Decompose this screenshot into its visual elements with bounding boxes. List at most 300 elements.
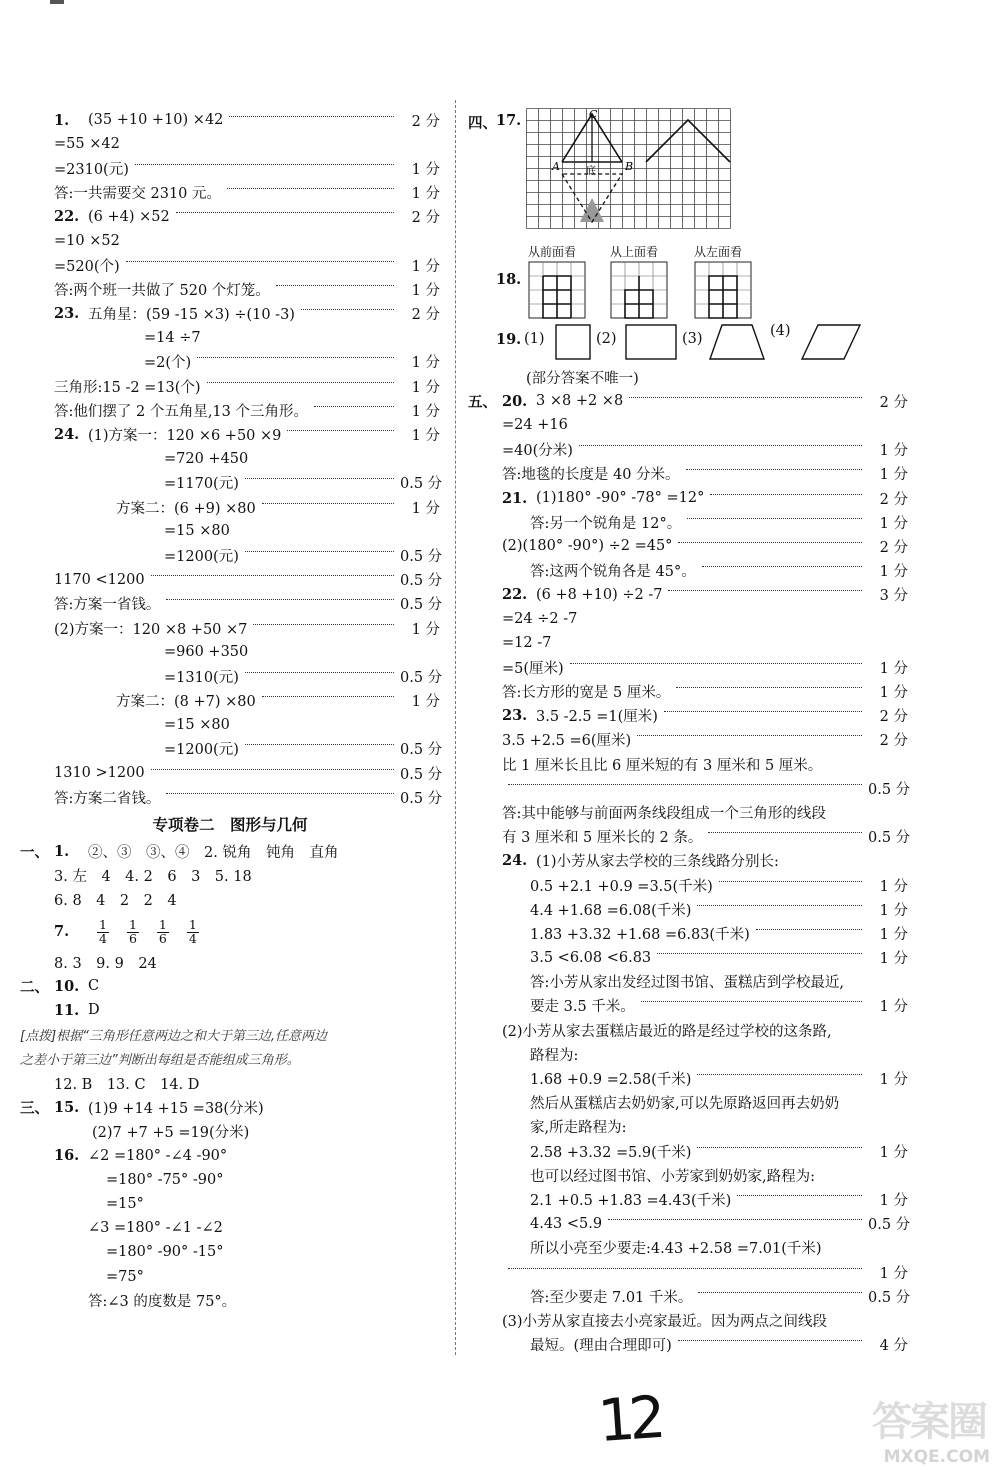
answer-text: =2310(元) — [54, 161, 129, 178]
answer-text: (1)方案一：120 ×6 +50 ×9 — [88, 428, 282, 445]
question-number: 1. — [54, 111, 70, 129]
answer-text: 有 3 厘米和 5 厘米长的 2 条。 — [502, 830, 703, 847]
score: 1 分 — [879, 1072, 908, 1089]
leader-dots — [570, 663, 862, 664]
answer-text: 答:地毯的长度是 40 分米。 — [502, 467, 680, 484]
answer-text: 答:两个班一共做了 520 个灯笼。 — [54, 282, 270, 299]
top-view-grid — [610, 261, 670, 319]
answer-line — [468, 1260, 908, 1284]
score: 4 分 — [879, 1338, 908, 1355]
view-label-front: 从前面看 — [528, 245, 577, 259]
answer-text: 4.4 +1.68 =6.08(千米) — [530, 902, 692, 919]
answer-text: =15 ×80 — [164, 716, 230, 733]
leader-dots — [245, 672, 394, 673]
shaded-triangle — [580, 198, 604, 222]
score: 1 分 — [879, 1192, 908, 1209]
answer-text: 答:方案二省钱。 — [54, 790, 161, 807]
leader-dots — [301, 309, 394, 310]
answer-text: 答:一共需要交 2310 元。 — [54, 186, 222, 203]
answer-text: =180° -75° -90° — [106, 1171, 224, 1188]
answer-text: 4.43 <5.9 — [530, 1215, 603, 1232]
score: 1 分 — [411, 500, 440, 517]
question-number: 24. — [54, 426, 80, 444]
leader-dots — [245, 744, 394, 745]
answer-line — [20, 1264, 440, 1288]
score: 2 分 — [879, 394, 908, 411]
score: 1 分 — [411, 355, 440, 372]
leader-dots — [229, 116, 394, 117]
answer-line — [20, 761, 443, 785]
leader-dots — [756, 929, 862, 930]
answer-text: =75° — [106, 1268, 144, 1285]
leader-dots — [245, 551, 394, 552]
answer-line — [20, 1095, 440, 1119]
score: 1 分 — [879, 660, 908, 677]
answer-line — [468, 413, 908, 437]
answer-line — [20, 785, 443, 809]
question-number: 22. — [54, 208, 80, 226]
answer-line — [20, 640, 440, 664]
answer-line — [20, 156, 440, 180]
score: 2 分 — [879, 491, 908, 508]
answer-line — [468, 607, 908, 631]
answer-text: (6 +8 +10) ÷2 -7 — [536, 586, 663, 603]
answer-line — [20, 253, 440, 277]
leader-dots — [608, 1219, 862, 1220]
answer-line — [468, 559, 908, 583]
leader-dots — [579, 445, 862, 446]
section-label: 一、 — [20, 844, 49, 862]
answer-text: 1170 <1200 — [54, 571, 145, 588]
answer-line — [20, 277, 440, 301]
rectangle-shape — [624, 323, 680, 363]
answer-text: 2.58 +3.32 =5.9(千米) — [530, 1144, 692, 1161]
answer-text: =1170(元) — [164, 476, 239, 493]
answer-line — [20, 422, 440, 446]
answer-text: =55 ×42 — [54, 136, 120, 153]
answer-text: 1310 >1200 — [54, 765, 145, 782]
square-shape — [554, 323, 594, 363]
answer-text: ∠3 =180° -∠1 -∠2 — [88, 1220, 223, 1237]
leader-dots — [262, 503, 394, 504]
leader-dots — [197, 357, 394, 358]
score: 2 分 — [411, 307, 440, 324]
score: 2 分 — [411, 210, 440, 227]
question-number: 23. — [54, 305, 80, 323]
section-label: 二、 — [20, 978, 49, 996]
leader-dots — [126, 261, 394, 262]
leader-dots — [629, 397, 862, 398]
answer-line — [468, 534, 908, 558]
shape-label-2: (2) — [596, 331, 617, 347]
numerator: 1 — [158, 917, 167, 932]
answer-line — [468, 921, 908, 945]
leader-dots — [697, 1074, 862, 1075]
leader-dots — [668, 590, 862, 591]
denominator: 4 — [99, 930, 107, 946]
leader-dots — [678, 1340, 862, 1341]
section-label: 五、 — [468, 393, 497, 411]
answer-text: 要走 3.5 千米。 — [530, 999, 635, 1016]
score: 0.5 分 — [400, 742, 443, 759]
leader-dots — [737, 1195, 862, 1196]
watermark-text: 答案圈 — [872, 1399, 986, 1445]
hint-box — [20, 1023, 440, 1071]
leader-dots — [719, 881, 862, 882]
leader-dots — [657, 953, 862, 954]
score: 0.5 分 — [868, 781, 911, 798]
q17-row — [468, 108, 908, 241]
answer-line — [468, 1187, 908, 1211]
leader-dots — [676, 687, 862, 688]
score: 1 分 — [411, 282, 440, 299]
fraction — [97, 919, 109, 945]
answer-text: 答:小芳从家出发经过图书馆、蛋糕店到学校最近, — [530, 975, 844, 992]
leader-dots — [664, 711, 862, 712]
leader-dots — [176, 212, 394, 213]
label-c: C — [589, 108, 598, 121]
answer-text: =24 ÷2 -7 — [502, 610, 578, 627]
answer-text: 3.5 <6.08 <6.83 — [530, 949, 652, 966]
answer-line — [20, 998, 440, 1022]
answer-line — [468, 1308, 908, 1332]
answer-text: (1)9 +14 +15 =38(分米) — [88, 1100, 264, 1117]
answer-line — [20, 616, 440, 640]
score: 1 分 — [411, 428, 440, 445]
answer-line — [468, 679, 908, 703]
answer-text: 6. 8 4 2 2 4 — [54, 893, 177, 910]
question-number: 16. — [54, 1147, 80, 1165]
label-base: 底 — [586, 166, 596, 177]
answer-line — [20, 568, 443, 592]
answer-line — [468, 1066, 908, 1090]
answer-line — [20, 326, 440, 350]
leader-dots — [227, 188, 394, 189]
answer-line — [468, 631, 908, 655]
answer-text: (2)小芳从家去蛋糕店最近的路是经过学校的这条路, — [502, 1023, 832, 1040]
answer-line — [20, 592, 443, 616]
leader-dots — [151, 575, 394, 576]
answer-text: 3. 左 4 4. 2 6 3 5. 18 — [54, 869, 252, 886]
question-number: 22. — [502, 586, 528, 604]
fraction — [157, 919, 169, 945]
score: 0.5 分 — [400, 548, 443, 565]
answer-line — [468, 389, 908, 413]
answer-text: (6 +4) ×52 — [88, 208, 170, 225]
answer-line — [20, 519, 440, 543]
page-number: 12 — [595, 1382, 663, 1456]
answer-text: (3)小芳从家直接去小亮家最近。因为两点之间线段 — [502, 1313, 828, 1330]
answer-line — [468, 1284, 911, 1308]
answer-text: =960 +350 — [164, 644, 249, 661]
answer-text: C — [88, 978, 100, 995]
answer-line — [468, 1333, 908, 1357]
right-column — [468, 108, 911, 1357]
label-b: B — [625, 160, 634, 173]
score: 1 分 — [879, 999, 908, 1016]
score: 1 分 — [411, 621, 440, 638]
shape-label-3: (3) — [682, 331, 703, 347]
answer-line — [20, 1216, 440, 1240]
question-number: 18. — [496, 271, 522, 288]
score: 0.5 分 — [400, 766, 443, 783]
score: 1 分 — [879, 443, 908, 460]
answer-text: 所以小亮至少要走:4.43 +2.58 =7.01(千米) — [530, 1241, 822, 1258]
answers-part-1 — [20, 108, 443, 809]
answer-line — [20, 398, 440, 422]
answer-text: =15 ×80 — [164, 523, 230, 540]
answer-text: 路程为: — [530, 1047, 579, 1064]
score: 1 分 — [879, 564, 908, 581]
answer-line — [20, 888, 440, 912]
denominator: 6 — [128, 930, 137, 946]
q7-fractions — [88, 917, 208, 945]
question-number: 20. — [502, 392, 528, 410]
answer-text: ②、③ ③、④ 2. 锐角 钝角 直角 — [88, 845, 339, 862]
answer-line — [20, 839, 440, 863]
question-number: 15. — [54, 1098, 80, 1116]
numerator: 1 — [128, 917, 137, 932]
score: 0.5 分 — [868, 830, 911, 847]
q18-row — [468, 241, 908, 321]
answer-text: =12 -7 — [502, 635, 552, 652]
leader-dots — [508, 1268, 862, 1269]
answer-line — [468, 946, 908, 970]
answer-text: 答:∠3 的度数是 75°。 — [88, 1294, 237, 1311]
parallelogram-shape — [800, 323, 862, 363]
score: 1 分 — [411, 694, 440, 711]
answer-line — [20, 1144, 440, 1168]
answer-text: 最短。(理由合理即可) — [530, 1338, 672, 1355]
answer-line — [468, 994, 908, 1018]
answer-line — [20, 471, 443, 495]
answer-line — [20, 132, 440, 156]
answer-text: 8. 3 9. 9 24 — [54, 955, 157, 972]
answer-text: (35 +10 +10) ×42 — [88, 112, 224, 129]
watermark-url: MXQE.COM — [883, 1447, 990, 1467]
answer-line — [20, 205, 440, 229]
answer-text: 方案二：(8 +7) ×80 — [116, 694, 256, 711]
section-title: 专项卷二 图形与几何 — [152, 815, 308, 835]
answer-line — [468, 873, 908, 897]
answer-line — [468, 728, 908, 752]
answer-text: ∠2 =180° -∠4 -90° — [88, 1147, 228, 1164]
score: 1 分 — [411, 186, 440, 203]
score: 2 分 — [879, 709, 908, 726]
answer-line — [20, 350, 440, 374]
answer-line — [468, 1091, 908, 1115]
answer-text: 答:长方形的宽是 5 厘米。 — [502, 685, 671, 702]
answer-text: 3.5 -2.5 =1(厘米) — [536, 709, 658, 726]
answer-text: =1200(元) — [164, 742, 239, 759]
answer-line — [468, 1018, 908, 1042]
answer-line — [20, 950, 440, 974]
answer-text: =15° — [106, 1195, 144, 1212]
view-label-left: 从左面看 — [694, 245, 743, 259]
answer-line — [20, 1071, 440, 1095]
answer-line — [20, 543, 443, 567]
answer-line — [20, 1192, 440, 1216]
numerator: 1 — [99, 917, 107, 932]
leader-dots — [686, 469, 862, 470]
answer-text: 2.1 +0.5 +1.83 =4.43(千米) — [530, 1192, 732, 1209]
answer-line — [20, 974, 440, 998]
leader-dots — [253, 624, 394, 625]
leader-dots — [710, 494, 862, 495]
answer-text: 答:另一个锐角是 12°。 — [530, 515, 682, 532]
answer-text: 三角形:15 -2 =13(个) — [54, 379, 201, 396]
leader-dots — [245, 478, 394, 479]
question-number: 7. — [54, 922, 70, 940]
answer-text: 答:他们摆了 2 个五角星,13 个三角形。 — [54, 403, 308, 420]
answer-line — [468, 752, 908, 776]
question-number: 24. — [502, 852, 528, 870]
answer-text: =1310(元) — [164, 669, 239, 686]
question-number: 19. — [496, 331, 522, 348]
answer-text: =14 ÷7 — [144, 329, 201, 346]
answer-line — [20, 108, 440, 132]
answer-text: 答:方案一省钱。 — [54, 597, 161, 614]
answer-text: 五角星：(59 -15 ×3) ÷(10 -3) — [88, 307, 295, 324]
answer-text: D — [88, 1002, 100, 1019]
leader-dots — [166, 599, 394, 600]
denominator: 4 — [188, 930, 197, 946]
answer-line — [468, 1163, 908, 1187]
score: 2 分 — [879, 733, 908, 750]
leader-dots — [276, 285, 394, 286]
answer-text: 方案二：(6 +9) ×80 — [116, 500, 256, 517]
leader-dots — [697, 1147, 862, 1148]
q7-row — [20, 912, 440, 950]
score: 1 分 — [879, 515, 908, 532]
answers-part-2 — [20, 839, 440, 912]
answer-text: 答:这两个锐角各是 45°。 — [530, 564, 696, 581]
hint-line: 之差小于第三边”判断出每组是否能组成三角形。 — [20, 1053, 300, 1069]
question-number: 23. — [502, 707, 528, 725]
answer-line — [468, 1139, 908, 1163]
section-label: 三、 — [20, 1099, 49, 1117]
answer-line — [468, 655, 908, 679]
score: 1 分 — [879, 467, 908, 484]
score: 3 分 — [879, 588, 908, 605]
answer-line — [468, 970, 908, 994]
leader-dots — [687, 518, 862, 519]
answer-line — [20, 1168, 440, 1192]
leader-dots — [697, 905, 862, 906]
view-label-top: 从上面看 — [610, 245, 659, 259]
score: 0.5 分 — [400, 597, 443, 614]
question-number: 10. — [54, 977, 80, 995]
answer-text: 3 ×8 +2 ×8 — [536, 393, 624, 410]
score: 1 分 — [411, 379, 440, 396]
question-number: 21. — [502, 489, 528, 507]
score: 0.5 分 — [400, 790, 443, 807]
question-number: 17. — [496, 112, 522, 129]
answer-text: 3.5 +2.5 =6(厘米) — [502, 733, 632, 750]
section-label: 四、 — [468, 115, 497, 132]
answer-line — [20, 713, 440, 737]
answer-text: 比 1 厘米长且比 6 厘米短的有 3 厘米和 5 厘米。 — [502, 757, 823, 774]
answer-line — [20, 229, 440, 253]
leader-dots — [262, 696, 394, 697]
answers-part-5 — [468, 389, 911, 1357]
answer-line — [20, 689, 440, 713]
answer-line — [20, 181, 440, 205]
q19-note: (部分答案不唯一) — [526, 370, 639, 387]
answer-line — [20, 302, 440, 326]
left-column — [20, 108, 443, 1313]
answer-text: (1)小芳从家去学校的三条线路分别长: — [536, 854, 779, 871]
answer-line — [468, 825, 911, 849]
answer-text: 也可以经过图书馆、小芳家到奶奶家,路程为: — [530, 1168, 815, 1185]
leader-dots — [641, 1001, 862, 1002]
watermark-logo — [872, 1390, 990, 1472]
leader-dots — [166, 793, 394, 794]
score: 0.5 分 — [868, 1217, 911, 1234]
answer-text: =40(分米) — [502, 443, 573, 460]
fraction — [187, 919, 199, 945]
trapezoid-shape — [708, 323, 768, 363]
answer-line — [20, 374, 440, 398]
answer-line — [468, 849, 908, 873]
answer-line — [468, 1115, 908, 1139]
answer-text: 答:其中能够与前面两条线段组成一个三角形的线段 — [502, 805, 826, 822]
leader-dots — [135, 164, 394, 165]
leader-dots — [314, 406, 394, 407]
answer-text: (2)方案一：120 ×8 +50 ×7 — [54, 621, 248, 638]
answer-line — [468, 800, 908, 824]
answer-line — [468, 1236, 908, 1260]
score: 1 分 — [879, 902, 908, 919]
leader-dots — [508, 784, 862, 785]
answer-text: =1200(元) — [164, 548, 239, 565]
label-a: A — [552, 160, 560, 173]
score: 1 分 — [879, 685, 908, 702]
leader-dots — [637, 735, 862, 736]
leader-dots — [702, 566, 862, 567]
score: 0.5 分 — [400, 669, 443, 686]
answer-line — [468, 1212, 911, 1236]
answer-text: (2)7 +7 +5 =19(分米) — [92, 1124, 250, 1141]
front-view-grid — [528, 261, 588, 319]
answer-line — [468, 486, 908, 510]
answer-text: =24 +16 — [502, 417, 568, 434]
answer-text: =180° -90° -15° — [106, 1244, 224, 1261]
score: 1 分 — [879, 1144, 908, 1161]
score: 1 分 — [879, 926, 908, 943]
answer-line — [468, 510, 908, 534]
score: 1 分 — [411, 258, 440, 275]
answer-text: (1)180° -90° -78° =12° — [536, 490, 705, 507]
answers-part-3 — [20, 950, 440, 1023]
hint-line: [点拨]根据“三角形任意两边之和大于第三边,任意两边 — [20, 1029, 328, 1045]
answer-text: (2)(180° -90°) ÷2 =45° — [502, 538, 673, 555]
answer-line — [468, 583, 908, 607]
answer-line — [468, 1042, 908, 1066]
score: 0.5 分 — [868, 1289, 911, 1306]
answer-text: =5(厘米) — [502, 660, 564, 677]
leader-dots — [151, 769, 394, 770]
answer-line — [468, 438, 908, 462]
answer-line — [468, 897, 908, 921]
answer-text: 1.68 +0.9 =2.58(千米) — [530, 1072, 692, 1089]
answer-line — [20, 447, 440, 471]
answer-text: 然后从蛋糕店去奶奶家,可以先原路返回再去奶奶 — [530, 1096, 840, 1113]
answer-text: 0.5 +2.1 +0.9 =3.5(千米) — [530, 878, 713, 895]
answers-part-4 — [20, 1071, 440, 1313]
answer-line — [468, 776, 911, 800]
shape-label-4: (4) — [770, 323, 791, 339]
